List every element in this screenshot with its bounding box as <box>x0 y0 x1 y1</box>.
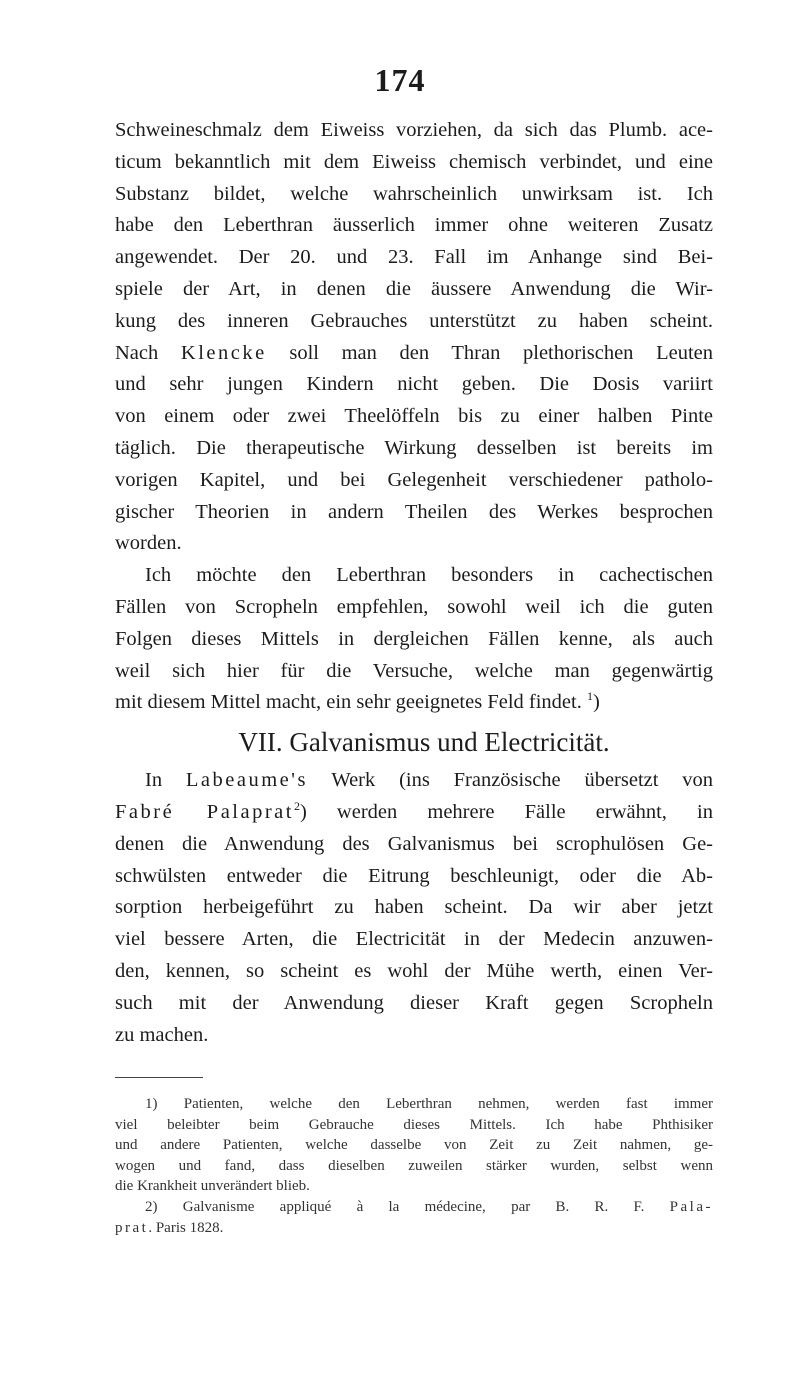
text-fragment: ) <box>592 691 600 714</box>
text-line: und sehr jungen Kindern nicht geben. Die Dosis variirt <box>115 373 713 396</box>
section-heading: VII. Galvanismus und Electricität. <box>238 727 610 758</box>
footnote-ref: 1 <box>586 689 593 704</box>
footnote-line: 1) Patienten, welche den Leberthran nehmen, werden fast immer <box>145 1096 713 1112</box>
text-line: viel bessere Arten, die Electricität in der Medecin anzuwen- <box>115 928 713 951</box>
text-line: kung des inneren Gebrauches unterstützt zu haben scheint. <box>115 309 713 332</box>
body-text <box>115 115 713 1051</box>
text-line: Fällen von Scropheln empfehlen, sowohl weil ich die guten <box>115 595 713 618</box>
text-line <box>115 765 713 797</box>
text-fragment: 2) Galvanisme appliqué à la médecine, par B. R. F. <box>145 1198 670 1215</box>
text-line: Schweineschmalz dem Eiweiss vorziehen, da sich das Plumb. ace- <box>115 119 713 141</box>
footnote-line: und andere Patienten, welche dasselbe von Zeit zu Zeit nahmen, ge- <box>115 1137 713 1154</box>
text-line: von einem oder zwei Theelöffeln bis zu einer halben Pinte <box>115 405 713 428</box>
footnote-ref: 2 <box>293 799 300 814</box>
author-name: Pala- <box>669 1198 713 1215</box>
author-name: Labeaume's <box>185 769 308 792</box>
footnote-divider <box>115 1077 203 1078</box>
text-line: Substanz bildet, welche wahrscheinlich unwirksam ist. Ich <box>115 182 713 205</box>
text-fragment: ) werden mehrere Fälle erwähnt, in <box>299 800 713 823</box>
text-line: spiele der Art, in denen die äussere Anwendung die Wir- <box>115 277 713 300</box>
footnotes <box>115 1094 713 1238</box>
text-fragment: In <box>145 769 186 792</box>
text-line: Ich möchte den Leberthran besonders in cachectischen <box>145 564 713 587</box>
text-line: habe den Leberthran äusserlich immer ohne weiteren Zusatz <box>115 214 713 237</box>
text-line: worden. <box>115 532 182 555</box>
author-name: Fabré Palaprat <box>115 800 294 823</box>
text-line: denen die Anwendung des Galvanismus bei scrophulösen Ge- <box>115 832 713 855</box>
text-line <box>115 797 713 829</box>
text-line: sorption herbeigeführt zu haben scheint. Da wir aber jetzt <box>115 896 713 919</box>
text-line: angewendet. Der 20. und 23. Fall im Anhange sind Bei- <box>115 246 713 269</box>
author-name: Klencke <box>180 341 267 364</box>
text-line: täglich. Die therapeutische Wirkung desselben ist bereits im <box>115 436 713 459</box>
text-line: schwülsten entweder die Eitrung beschleunigt, oder die Ab- <box>115 864 713 887</box>
text-line: vorigen Kapitel, und bei Gelegenheit verschiedener patholo- <box>115 468 713 491</box>
text-line: gischer Theorien in andern Theilen des Werkes besprochen <box>115 500 713 523</box>
footnote-line: die Krankheit unverändert blieb. <box>115 1178 310 1195</box>
text-line: ticum bekanntlich mit dem Eiweiss chemisch verbindet, und eine <box>115 150 713 173</box>
footnote-line <box>115 1218 713 1239</box>
text-fragment: mit diesem Mittel macht, ein sehr geeignetes Feld findet. <box>115 691 582 714</box>
text-line <box>115 338 713 370</box>
footnote-line: viel beleibter beim Gebrauche dieses Mittels. Ich habe Phthisiker <box>115 1116 713 1133</box>
text-line: weil sich hier für die Versuche, welche man gegenwärtig <box>115 659 713 682</box>
text-line: den, kennen, so scheint es wohl der Mühe werth, einen Ver- <box>115 959 713 982</box>
text-line <box>115 687 713 719</box>
text-fragment: Nach <box>115 341 181 364</box>
text-fragment: soll man den Thran plethorischen Leuten <box>266 341 713 364</box>
author-name: prat <box>115 1219 149 1236</box>
text-line: zu machen. <box>115 1023 209 1046</box>
footnote-line <box>115 1197 713 1218</box>
page-number: 174 <box>374 62 426 98</box>
text-fragment: . Paris 1828. <box>148 1219 224 1236</box>
text-fragment: Werk (ins Französische übersetzt von <box>307 769 714 792</box>
footnote-line: wogen und fand, dass dieselben zuweilen stärker wurden, selbst wenn <box>115 1157 713 1174</box>
text-line: Folgen dieses Mittels in dergleichen Fällen kenne, als auch <box>115 627 713 650</box>
text-line: such mit der Anwendung dieser Kraft gegen Scropheln <box>115 991 713 1014</box>
